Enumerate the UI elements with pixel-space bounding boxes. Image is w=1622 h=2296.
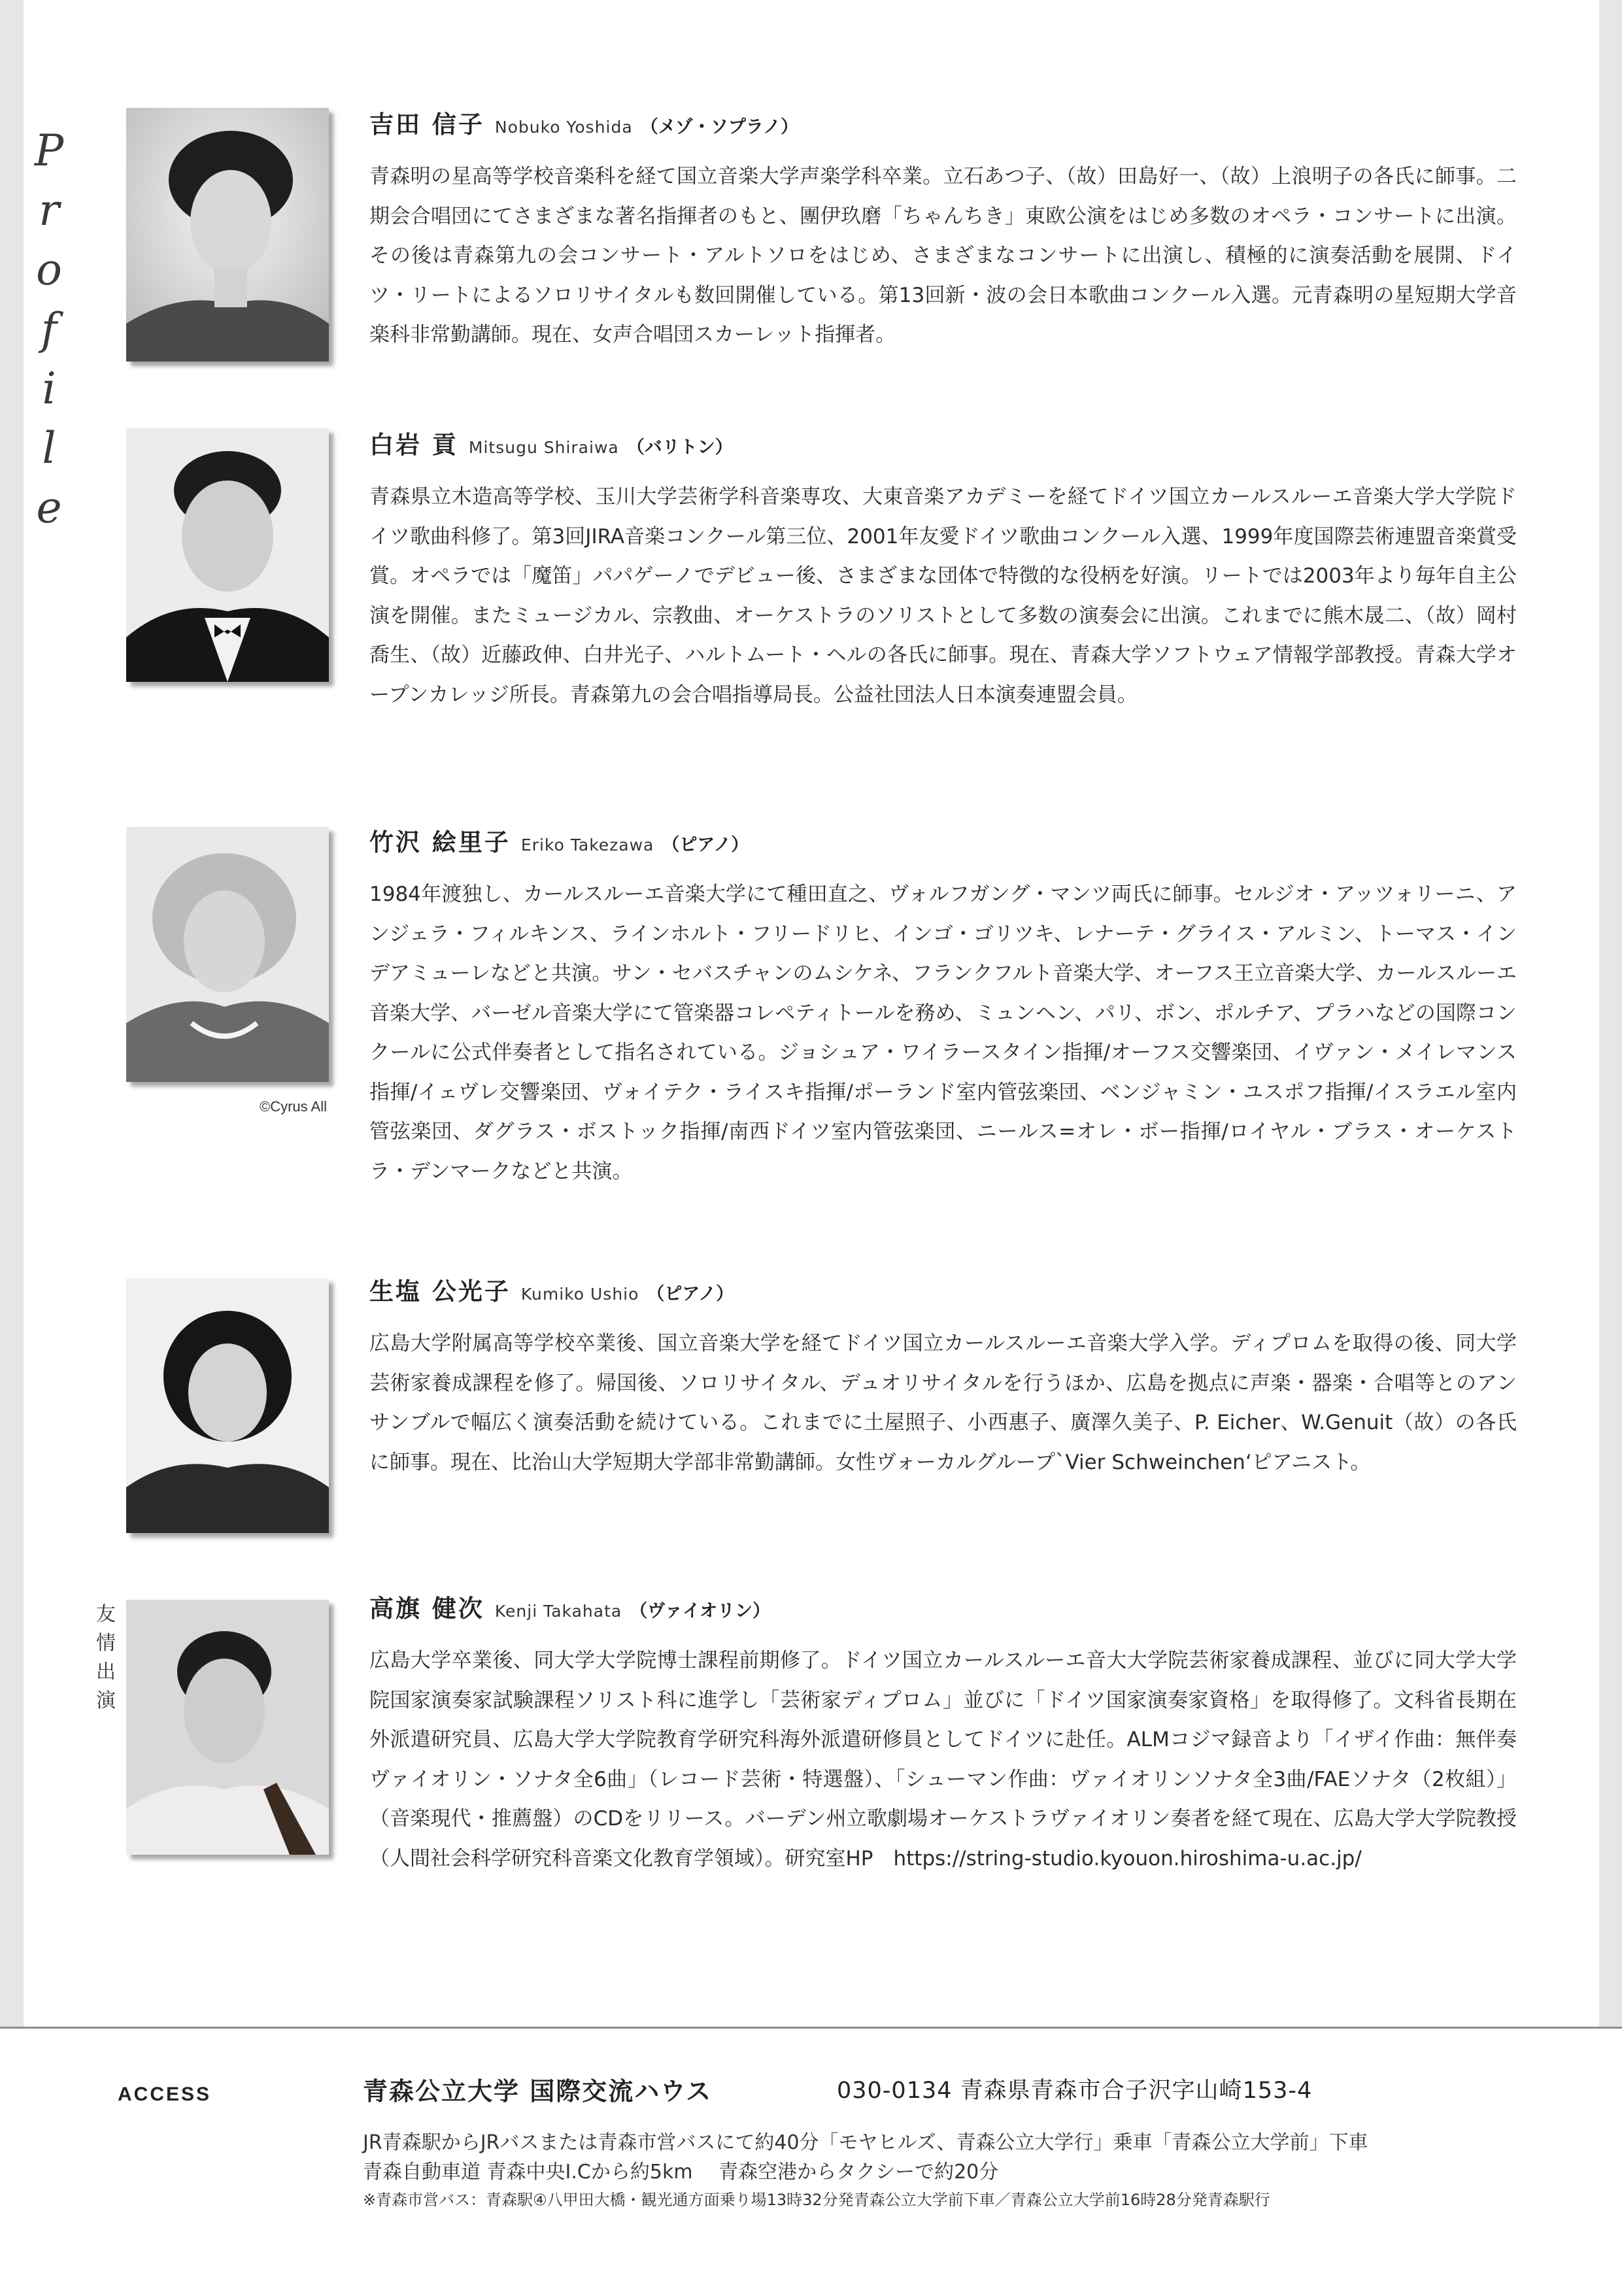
heading-letter: r: [39, 185, 59, 235]
heading-letter: o: [36, 245, 62, 295]
artist-part: （ピアノ）: [647, 1284, 734, 1304]
directions-note: ※青森市営バス：青森駅④八甲田大橋・観光通方面乗り場13時32分発青森公立大学前下車／青森公立大学前16時28分発青森駅行: [363, 2191, 1270, 2209]
artist-bio: 広島大学附属高等学校卒業後、国立音楽大学を経てドイツ国立カールスルーエ音楽大学入学。ディプロムを取得の後、同大学芸術家養成課程を修了。帰国後、ソロリサイタル、デュオリサイタルを行うほか、広島を拠点に声楽・器楽・合唱等とのアンサンブルで幅広く演奏活動を続けている。これまでに土屋照子、小西惠子、廣澤久美子、P. Eicher、W.Genuit（故）の各氏に師事。現在、比治山大学短期大学部非常勤講師。女性ヴォーカルグループ`Vier Schweinchen‘ピアニスト。: [369, 1332, 1517, 1474]
artist-name: 竹沢 絵里子: [369, 828, 511, 856]
artist-part: （メゾ・ソプラノ）: [640, 117, 799, 137]
directions-line: 青森自動車道 青森中央I.Cから約5km 青森空港からタクシーで約20分: [363, 2161, 999, 2184]
artist-bio: 広島大学卒業後、同大学大学院博士課程前期修了。ドイツ国立カールスルーエ音大大学院芸術家養成課程、並びに同大学大学院国家演奏家試験課程ソリスト科に進学し「芸術家ディプロム」並びに「ドイツ国家演奏家資格」を取得修了。文科省長期在外派遣研究員、広島大学大学院教育学研究科海外派遣研修員としてドイツに赴任。ALMコジマ録音より「イザイ作曲：無伴奏ヴァイオリン・ソナタ全6曲」（レコード芸術・特選盤）、「シューマン作曲：ヴァイオリンソナタ全3曲/FAEソナタ（2枚組）」（音楽現代・推薦盤）のCDをリリース。バーデン州立歌劇場オーケストラヴァイオリン奏者を経て現在、広島大学大学院教授（人間社会科学研究科音楽文化教育学領域）。研究室HP https://string-studio.kyouon.hiroshima-u.ac.jp/: [369, 1649, 1517, 1870]
artist-name: 生塩 公光子: [369, 1277, 511, 1306]
profile-header: [369, 105, 1520, 149]
heading-letter: l: [42, 423, 56, 473]
note-char: 出: [96, 1661, 116, 1683]
note-char: 情: [96, 1632, 116, 1655]
access-label: ACCESS: [118, 2084, 212, 2105]
profile-header: [369, 1272, 1520, 1316]
portrait-photo-takahata: [126, 1600, 329, 1855]
portrait-photo-yoshida: [126, 108, 329, 362]
profile-heading: [26, 121, 72, 537]
artist-part: （ヴァイオリン）: [630, 1601, 771, 1621]
venue-name: 青森公立大学 国際交流ハウス: [363, 2077, 713, 2106]
artist-part: （ピアノ）: [662, 835, 749, 855]
heading-letter: i: [42, 363, 56, 414]
profile-header: [369, 1589, 1520, 1633]
artist-name: 吉田 信子: [369, 110, 484, 139]
directions-line: JR青森駅からJRバスまたは青森市営バスにて約40分「モヤヒルズ、青森公立大学行」乗車「青森公立大学前」下車: [363, 2131, 1368, 2154]
artist-romaji: Kumiko Ushio: [520, 1285, 639, 1304]
artist-part: （バリトン）: [626, 437, 733, 458]
artist-romaji: Kenji Takahata: [494, 1602, 622, 1621]
note-char: 友: [96, 1603, 116, 1626]
portrait-photo-takezawa: [126, 827, 329, 1082]
artist-name: 高旗 健次: [369, 1594, 484, 1623]
profile-header: [369, 822, 1520, 867]
guest-performer-note: [92, 1600, 120, 1715]
artist-name: 白岩 貢: [369, 430, 458, 459]
profile-header: [369, 425, 1520, 469]
artist-bio: 1984年渡独し、カールスルーエ音楽大学にて種田直之、ヴォルフガング・マンツ両氏に師事。セルジオ・アッツォリーニ、アンジェラ・フィルキンス、ラインホルト・フリードリヒ、インゴ・ゴリツキ、レナーテ・グライス・アルミン、トーマス・インデアミューレなどと共演。サン・セバスチャンのムシケネ、フランクフルト音楽大学、オーフス王立音楽大学、カールスルーエ音楽大学、バーゼル音楽大学にて管楽器コレペティトールを務め、ミュンヘン、パリ、ボン、ポルチア、プラハなどの国際コンクールに公式伴奏者として指名されている。ジョシュア・ワイラースタイン指揮/オーフス交響楽団、イヴァン・メイレマンス指揮/イェヴレ交響楽団、ヴォイテク・ライスキ指揮/ポーランド室内管弦楽団、ベンジャミン・ユスポフ指揮/イスラエル室内管弦楽団、ダグラス・ボストック指揮/南西ドイツ室内管弦楽団、ニールス=オレ・ボー指揮/ロイヤル・ブラス・オーケストラ・デンマークなどと共演。: [369, 883, 1517, 1183]
photo-credit: ©Cyrus All: [259, 1098, 327, 1115]
note-char: 演: [96, 1689, 116, 1712]
portrait-photo-shiraiwa: [126, 428, 329, 682]
artist-bio: 青森明の星高等学校音楽科を経て国立音楽大学声楽学科卒業。立石あつ子、（故）田島好一、（故）上浪明子の各氏に師事。二期会合唱団にてさまざまな著名指揮者のもと、團伊玖磨「ちゃんちき」東欧公演をはじめ多数のオペラ・コンサートに出演。その後は青森第九の会コンサート・アルトソロをはじめ、さまざまなコンサートに出演し、積極的に演奏活動を展開、ドイツ・リートによるソロリサイタルも数回開催している。第13回新・波の会日本歌曲コンクール入選。元青森明の星短期大学音楽科非常勤講師。現在、女声合唱団スカーレット指揮者。: [369, 165, 1517, 346]
artist-romaji: Eriko Takezawa: [520, 836, 654, 854]
artist-bio: 青森県立木造高等学校、玉川大学芸術学科音楽専攻、大東音楽アカデミーを経てドイツ国立カールスルーエ音楽大学大学院ドイツ歌曲科修了。第3回JIRA音楽コンクール第三位、2001年友愛ドイツ歌曲コンクール入選、1999年度国際芸術連盟音楽賞受賞。オペラでは「魔笛」パパゲーノでデビュー後、さまざまな団体で特徴的な役柄を好演。リートでは2003年より毎年自主公演を開催。またミュージカル、宗教曲、オーケストラのソリストとして多数の演奏会に出演。これまでに熊木晟二、（故）岡村喬生、（故）近藤政伸、白井光子、ハルトムート・ヘルの各氏に師事。現在、青森大学ソフトウェア情報学部教授。青森大学オープンカレッジ所長。青森第九の会合唱指導局長。公益社団法人日本演奏連盟会員。: [369, 485, 1517, 707]
portrait-photo-ushio: [126, 1278, 329, 1533]
heading-letter: e: [36, 482, 62, 533]
artist-romaji: Nobuko Yoshida: [494, 118, 633, 137]
venue-address: 030-0134 青森県青森市合子沢字山崎153-4: [837, 2078, 1313, 2104]
heading-letter: P: [34, 126, 64, 176]
heading-letter: f: [41, 304, 58, 354]
artist-romaji: Mitsugu Shiraiwa: [468, 438, 619, 457]
